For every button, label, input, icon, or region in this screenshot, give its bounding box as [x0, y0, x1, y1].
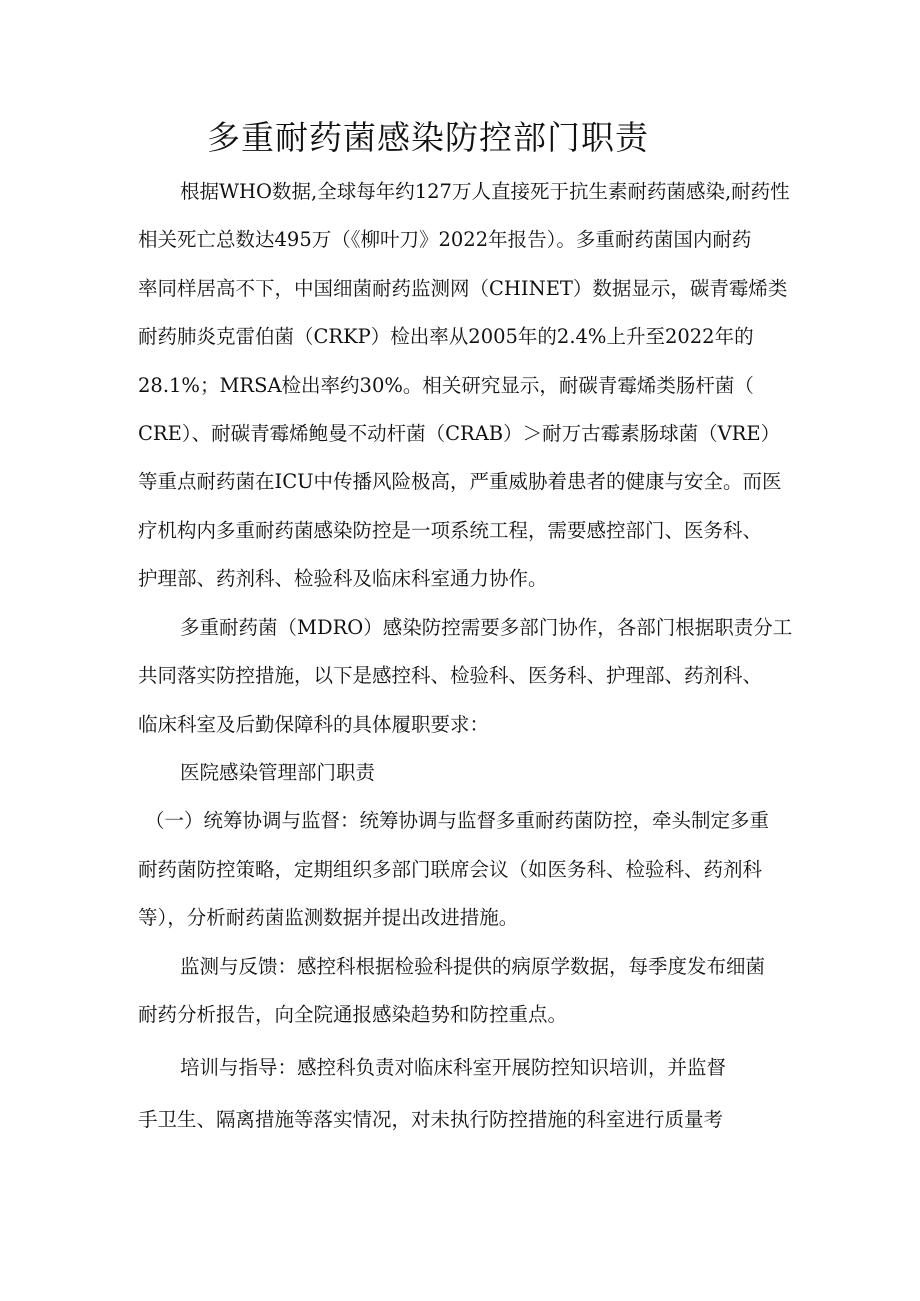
text-line: 耐药分析报告，向全院通报感染趋势和防控重点。: [138, 1003, 568, 1026]
text-line: 疗机构内多重耐药菌感染防控是一项系统工程，需要感控部门、医务科、: [138, 519, 763, 542]
text-line: CRE）、耐碳青霉烯鲍曼不动杆菌（CRAB）＞耐万古霉素肠球菌（VRE）: [138, 422, 781, 445]
text-line: 耐药菌防控策略，定期组织多部门联席会议（如医务科、检验科、药剂科: [138, 858, 763, 881]
text-line: 等），分析耐药菌监测数据并提出改进措施。: [138, 906, 519, 929]
text-line: 等重点耐药菌在ICU中传播风险极高，严重威胁着患者的健康与安全。而医: [138, 470, 782, 493]
text-line: 手卫生、隔离措施等落实情况，对未执行防控措施的科室进行质量考: [138, 1108, 724, 1131]
text-line: 相关死亡总数达495万（《柳叶刀》2022年报告）。多重耐药菌国内耐药: [138, 228, 752, 251]
text-line: 共同落实防控措施，以下是感控科、检验科、医务科、护理部、药剂科、: [138, 664, 763, 687]
text-line: 28.1%；MRSA检出率约30%。相关研究显示，耐碳青霉烯类肠杆菌（: [138, 374, 754, 397]
section-heading: 医院感染管理部门职责: [180, 761, 376, 784]
document-title: 多重耐药菌感染防控部门职责: [207, 118, 649, 157]
text-line: 根据WHO数据,全球每年约127万人直接死于抗生素耐药菌感染,耐药性: [180, 180, 790, 203]
text-line: 护理部、药剂科、检验科及临床科室通力协作。: [138, 567, 548, 590]
text-line: 监测与反馈：感控科根据检验科提供的病原学数据，每季度发布细菌: [180, 955, 766, 978]
text-line: 率同样居高不下，中国细菌耐药监测网（CHINET）数据显示，碳青霉烯类: [138, 277, 788, 300]
text-line: 培训与指导：感控科负责对临床科室开展防控知识培训，并监督: [180, 1056, 727, 1079]
text-line: （一）统筹协调与监督：统筹协调与监督多重耐药菌防控，牵头制定多重: [145, 809, 770, 832]
text-line: 多重耐药菌（MDRO）感染防控需要多部门协作，各部门根据职责分工: [180, 616, 793, 639]
text-line: 临床科室及后勤保障科的具体履职要求：: [138, 713, 490, 736]
text-line: 耐药肺炎克雷伯菌（CRKP）检出率从2005年的2.4%上升至2022年的: [138, 325, 754, 348]
